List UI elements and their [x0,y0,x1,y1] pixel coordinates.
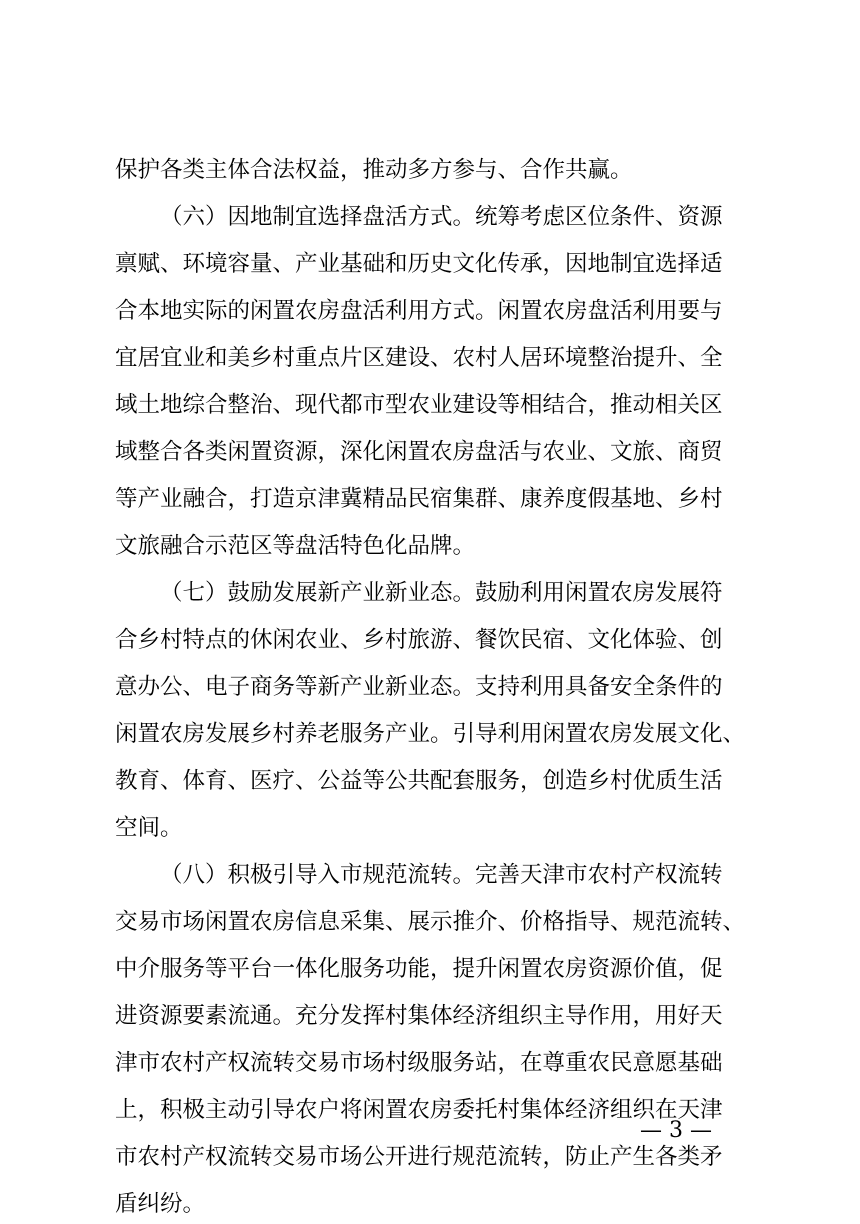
text-line: 空间。 [115,815,183,841]
text-line: 保护各类主体合法权益，推动多方参与、合作共赢。 [115,157,633,183]
section-heading-line: （六）因地制宜选择盘活方式。统筹考虑区位条件、资源 [160,204,723,230]
text-line: 交易市场闲置农房信息采集、展示推介、价格指导、规范流转、 [115,909,746,935]
text-line: 等产业融合，打造京津冀精品民宿集群、康养度假基地、乡村 [115,486,723,512]
text-line: 宜居宜业和美乡村重点片区建设、农村人居环境整治提升、全 [115,345,723,371]
text-line: 市农村产权流转交易市场公开进行规范流转，防止产生各类矛 [115,1144,723,1170]
section-heading-line: （八）积极引导入市规范流转。完善天津市农村产权流转 [160,862,723,888]
section-heading-line: （七）鼓励发展新产业新业态。鼓励利用闲置农房发展符 [160,580,723,606]
text-line: 意办公、电子商务等新产业新业态。支持利用具备安全条件的 [115,674,723,700]
text-line: 文旅融合示范区等盘活特色化品牌。 [115,533,476,559]
text-line: 盾纠纷。 [115,1191,206,1217]
text-line: 域土地综合整治、现代都市型农业建设等相结合，推动相关区 [115,392,723,418]
page-number: — 3 — [640,1118,712,1143]
text-line: 闲置农房发展乡村养老服务产业。引导利用闲置农房发展文化、 [115,721,746,747]
text-line: 禀赋、环境容量、产业基础和历史文化传承，因地制宜选择适 [115,251,723,277]
text-line: 上，积极主动引导农户将闲置农房委托村集体经济组织在天津 [115,1097,723,1123]
text-line: 域整合各类闲置资源，深化闲置农房盘活与农业、文旅、商贸 [115,439,723,465]
text-line: 津市农村产权流转交易市场村级服务站，在尊重农民意愿基础 [115,1050,723,1076]
text-line: 进资源要素流通。充分发挥村集体经济组织主导作用，用好天 [115,1003,723,1029]
text-line: 教育、体育、医疗、公益等公共配套服务，创造乡村优质生活 [115,768,723,794]
text-line: 合乡村特点的休闲农业、乡村旅游、餐饮民宿、文化体验、创 [115,627,723,653]
text-line: 中介服务等平台一体化服务功能，提升闲置农房资源价值，促 [115,956,723,982]
text-line: 合本地实际的闲置农房盘活利用方式。闲置农房盘活利用要与 [115,298,723,324]
